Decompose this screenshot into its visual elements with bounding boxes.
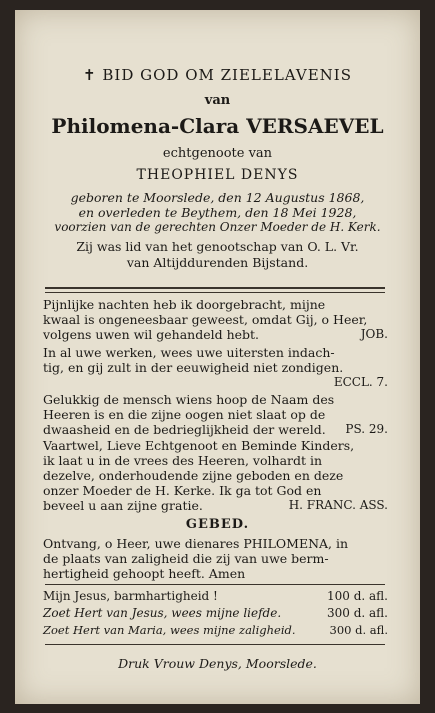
quote-psalm	[43, 392, 388, 437]
bio-line: geboren te Moorslede, den 12 Augustus 1868,	[70, 190, 365, 205]
quote-eccl	[43, 345, 388, 375]
quote-line: kwaal is ongeneesbaar geweest, omdat Gij, o Heer,	[43, 312, 368, 327]
quote-ref: H. FRANC. ASS.	[288, 498, 388, 512]
indulgence-text: Mijn Jesus, barmhartigheid !	[43, 589, 218, 603]
divider	[45, 287, 385, 289]
spouse-name: THEOPHIEL DENYS	[136, 167, 299, 183]
prayer-line: hertigheid gehoopt heeft. Amen	[43, 566, 246, 581]
farewell-line: dezelve, onderhoudende zijne geboden en deze	[43, 468, 344, 483]
header-title-line	[15, 66, 420, 84]
prayer-title: GEBED.	[185, 517, 250, 532]
farewell-line: ik laat u in de vrees des Heeren, volhardt in	[43, 453, 323, 468]
card-title: BID GOD OM ZIELELAVENIS	[102, 66, 352, 84]
divider	[45, 644, 385, 645]
quote-line: In al uwe werken, wees uwe uitersten indach-	[43, 345, 335, 360]
indulgence-text: Zoet Hert van Maria, wees mijne zaligheid.	[43, 623, 296, 637]
farewell-line: onzer Moeder de H. Kerke. Ik ga tot God en	[43, 483, 322, 498]
farewell-line: beveel u aan zijne gratie.	[43, 498, 203, 513]
quote-line: tig, en gij zult in der eeuwigheid niet zondigen.	[43, 360, 344, 375]
divider	[45, 584, 385, 585]
bio-line: en overleden te Beythem, den 18 Mei 1928,	[78, 205, 357, 220]
indulgence-value: 300 d. afl.	[329, 623, 388, 637]
divider	[45, 292, 385, 293]
cross-icon: ✝	[83, 66, 97, 84]
prayer	[43, 536, 388, 581]
quote-line: volgens uwen wil gehandeld hebt.	[43, 327, 260, 342]
quote-line: Gelukkig de mensch wiens hoop de Naam des	[43, 392, 335, 407]
quote-line: Heeren is en die zijne oogen niet slaat op de	[43, 407, 326, 422]
indulgence-value: 100 d. afl.	[326, 589, 388, 603]
quote-ref: ECCL. 7.	[333, 375, 388, 389]
deceased-name: Philomena-Clara VERSAEVEL	[51, 114, 384, 138]
van-text: van	[204, 93, 231, 108]
indulgence-text: Zoet Hert van Jesus, wees mijne liefde.	[43, 606, 282, 620]
indulgence-value: 300 d. afl.	[326, 606, 388, 620]
prayer-line: de plaats van zaligheid die zij van uwe berm-	[43, 551, 329, 566]
farewell-line: Vaartwel, Lieve Echtgenoot en Beminde Kinders,	[43, 438, 355, 453]
quote-line: dwaasheid en de bedrieglijkheid der wereld.	[43, 422, 326, 437]
member-line: Zij was lid van het genootschap van O. L. Vr.	[76, 239, 359, 254]
memorial-card	[15, 10, 420, 704]
prayer-line: Ontvang, o Heer, uwe dienares PHILOMENA, in	[43, 536, 349, 551]
printer-credit: Druk Vrouw Denys, Moorslede.	[118, 656, 317, 671]
echtgenoote-text: echtgenoote van	[162, 146, 273, 161]
quote-line: Pijnlijke nachten heb ik doorgebracht, mijne	[43, 297, 326, 312]
member-line: van Altijddurenden Bijstand.	[126, 255, 309, 270]
quote-job	[43, 297, 388, 342]
quote-ref: JOB.	[360, 327, 388, 341]
quote-ref: PS. 29.	[345, 422, 388, 436]
bio-line: voorzien van de gerechten Onzer Moeder de H. Kerk.	[54, 220, 381, 234]
